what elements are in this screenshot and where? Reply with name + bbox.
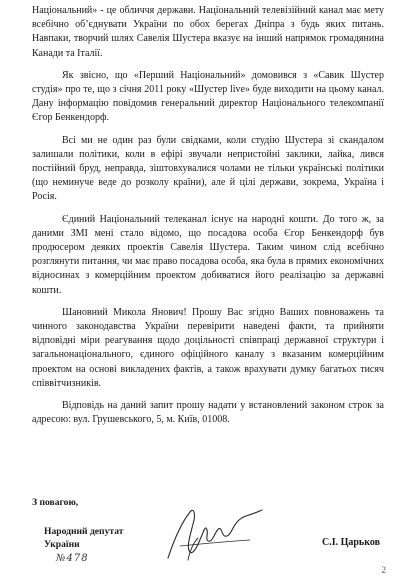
paragraph-5: Шановний Микола Янович! Прошу Вас згідно Ваших повноважень та чинного законодавства України перевірити наведені факти, та прийняти відповідні міри реагування щодо доцільності співпраці державної структури і загальнонаціонального, єдиного офіційного каналу з вказаним комерційним проектом на основі викладених фактів, а також врахувати думку багатьох тисяч співвітчизників. [32, 306, 384, 389]
page-number: 2 [381, 565, 386, 575]
letter-body [32, 4, 384, 435]
regards-text: З повагою, [32, 497, 79, 508]
paragraph-6: Відповідь на даний запит прошу надати у встановлений законом строк за адресою: вул. Грушевського, 5, м. Київ, 01008. [32, 400, 384, 426]
paragraph-4: Єдиний Національний телеканал існує на народні кошти. До того ж, за даними ЗМІ мені стало відомо, що посадова особа Єгор Бенкендорф був продюсером деяких проектів Савелія Шустера. Таким чином слід всебічно розглянути питання, чи має право посадова особа, яка була в прямих економічних відносинах з комерційним проектом добиватися його реалізацію за державні кошти. [32, 213, 384, 296]
handwritten-signature [160, 500, 265, 570]
registration-number: №478 [56, 553, 89, 564]
signer-title-line-1: Народний депутат [44, 526, 124, 537]
signer-title-line-2: України [44, 538, 80, 550]
signer-title [44, 526, 123, 551]
paragraph-2: Як звісно, що «Перший Національний» домовився з «Савик Шустер студія» про те, що з січня 2011 року «Шустер live» буде виходити на цьому канал. Дану інформацію повідомив генеральний директор Національного телекомпанії Єгор Бенкендорф. [32, 69, 384, 124]
paragraph-1: Національний» - це обличчя держави. Національний телевізійний канал має мету всебічно об’єднувати України по обох берегах Дніпра з будь яких питань. Навпаки, творчий шлях Савелія Шустера вказує на інший напрямок громадянина Канади та Італії. [32, 5, 384, 59]
signer-name: С.І. Царьков [321, 537, 380, 548]
paragraph-3: Всі ми не один раз були свідками, коли студію Шустера зі скандалом залишали політики, коли в ефірі звучали непристойні заклики, лайка, лився постійний бруд, неправда, зіштовхувалися чолами не тільки українські політики (що неминуче веде до розколу країни), але й цілі держави, зокрема, Україна і Росія. [32, 134, 384, 203]
